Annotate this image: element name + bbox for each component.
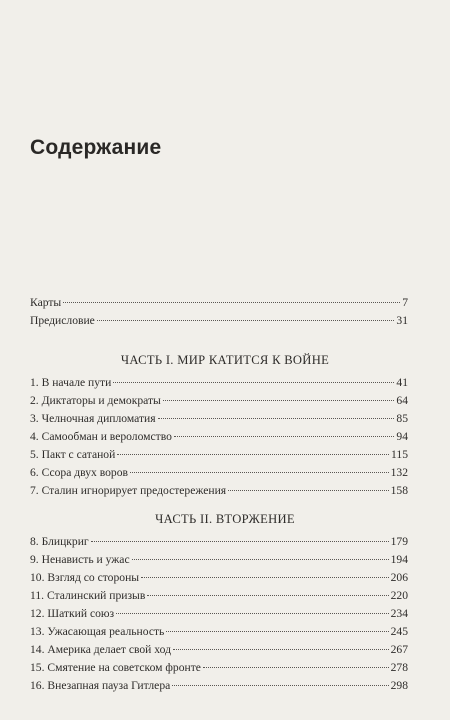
dot-leader <box>132 559 389 560</box>
toc-entry-title: 16. Внезапная пауза Гитлера <box>30 679 171 692</box>
toc-entry-title: 15. Смятение на советском фронте <box>30 661 201 674</box>
toc-entry <box>30 623 408 641</box>
toc-entry-title: 10. Взгляд со стороны <box>30 571 140 584</box>
dot-leader <box>147 595 388 596</box>
dot-leader <box>163 400 395 401</box>
dot-leader <box>173 649 389 650</box>
dot-leader <box>113 382 394 383</box>
dot-leader <box>174 436 395 437</box>
dot-leader <box>91 541 389 542</box>
toc-entry-page: 31 <box>396 314 408 327</box>
toc-entry-page: 94 <box>396 430 408 443</box>
toc-entry-page: 194 <box>390 553 408 566</box>
dot-leader <box>203 667 389 668</box>
toc-entry <box>30 587 408 605</box>
dot-leader <box>166 631 388 632</box>
toc-entry <box>30 551 408 569</box>
toc-entry <box>30 659 408 677</box>
toc-entry-title: 12. Шаткий союз <box>30 607 115 620</box>
toc-entry <box>30 294 408 312</box>
dot-leader <box>63 302 400 303</box>
dot-leader <box>141 577 389 578</box>
toc-entry-title: 8. Блицкриг <box>30 535 89 548</box>
toc-entry-title: 5. Пакт с сатаной <box>30 448 116 461</box>
toc-entry-page: 64 <box>396 394 408 407</box>
toc-entry-title: Карты <box>30 296 62 309</box>
toc-entry-title: Предисловие <box>30 314 95 327</box>
dot-leader <box>172 685 388 686</box>
toc-entry-page: 7 <box>402 296 408 309</box>
toc-entry-page: 179 <box>390 535 408 548</box>
toc-entry <box>30 446 408 464</box>
toc-entry-title: 4. Самообман и вероломство <box>30 430 172 443</box>
toc-entry-page: 267 <box>390 643 408 656</box>
front-matter-list <box>30 294 408 330</box>
toc-entry <box>30 641 408 659</box>
toc-entry-page: 220 <box>390 589 408 602</box>
toc-entry-page: 234 <box>390 607 408 620</box>
toc-entry-page: 132 <box>390 466 408 479</box>
toc-entry-page: 278 <box>390 661 408 674</box>
toc-entry <box>30 482 408 500</box>
part-heading: ЧАСТЬ II. ВТОРЖЕНИЕ <box>155 512 295 526</box>
toc-entry <box>30 410 408 428</box>
toc-entry-title: 14. Америка делает свой ход <box>30 643 171 656</box>
toc-entry <box>30 428 408 446</box>
toc-entry <box>30 464 408 482</box>
dot-leader <box>97 320 395 321</box>
toc-entry-title: 13. Ужасающая реальность <box>30 625 165 638</box>
toc-entry-page: 41 <box>396 376 408 389</box>
toc-entry-page: 115 <box>391 448 408 461</box>
toc-entry <box>30 605 408 623</box>
toc-entry <box>30 677 408 695</box>
toc-entry-title: 6. Ссора двух воров <box>30 466 128 479</box>
dot-leader <box>228 490 389 491</box>
dot-leader <box>117 454 389 455</box>
toc-entry-title: 1. В начале пути <box>30 376 112 389</box>
toc-entry <box>30 533 408 551</box>
toc-entry <box>30 312 408 330</box>
toc-entry <box>30 374 408 392</box>
toc-entry-title: 3. Челночная дипломатия <box>30 412 156 425</box>
toc-entry-page: 206 <box>390 571 408 584</box>
dot-leader <box>158 418 395 419</box>
toc-entry-page: 298 <box>390 679 408 692</box>
toc-entry-page: 85 <box>396 412 408 425</box>
dot-leader <box>116 613 388 614</box>
toc-entry-title: 7. Сталин игнорирует предостережения <box>30 484 227 497</box>
toc-entry <box>30 392 408 410</box>
dot-leader <box>130 472 389 473</box>
toc-entry <box>30 569 408 587</box>
toc-entry-page: 245 <box>390 625 408 638</box>
toc-entry-title: 9. Ненависть и ужас <box>30 553 130 566</box>
toc-entry-title: 11. Сталинский призыв <box>30 589 146 602</box>
chapter-list <box>30 533 408 695</box>
toc-entry-title: 2. Диктаторы и демократы <box>30 394 161 407</box>
page-title: Содержание <box>30 136 162 159</box>
toc-entry-page: 158 <box>390 484 408 497</box>
part-heading: ЧАСТЬ I. МИР КАТИТСЯ К ВОЙНЕ <box>120 353 330 367</box>
chapter-list <box>30 374 408 500</box>
